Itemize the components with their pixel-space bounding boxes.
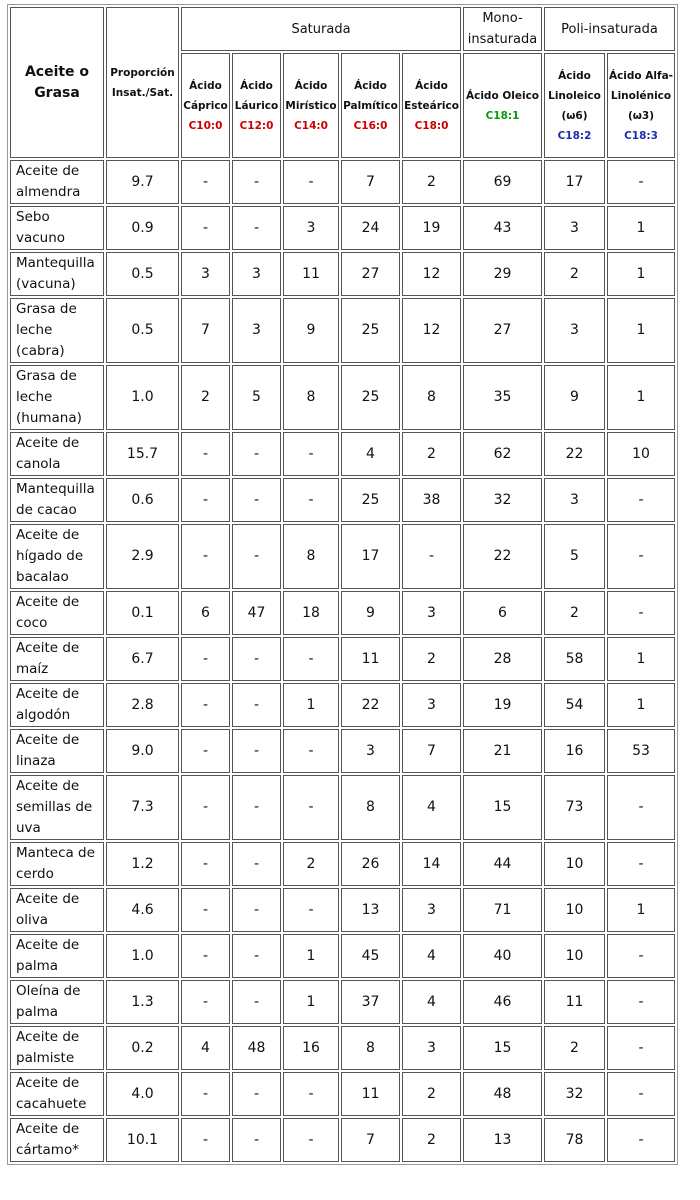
oil-name-cell: Aceite de oliva bbox=[10, 888, 104, 932]
acid-value-cell: 22 bbox=[341, 683, 400, 727]
acid-value-cell: 1 bbox=[283, 980, 339, 1024]
acid-value-cell: 5 bbox=[544, 524, 605, 589]
acid-value-cell: 3 bbox=[283, 206, 339, 250]
acid-value-cell: - bbox=[232, 160, 281, 204]
acid-value-cell: - bbox=[181, 206, 230, 250]
acid-value-cell: - bbox=[283, 432, 339, 476]
header-row-groups bbox=[10, 7, 675, 51]
oil-name-cell: Aceite de almendra bbox=[10, 160, 104, 204]
acid-value-cell: 17 bbox=[341, 524, 400, 589]
ratio-cell: 1.3 bbox=[106, 980, 179, 1024]
acid-value-cell: 12 bbox=[402, 252, 461, 296]
oil-name-cell: Manteca de cerdo bbox=[10, 842, 104, 886]
ratio-cell: 1.2 bbox=[106, 842, 179, 886]
table-row bbox=[10, 365, 675, 430]
ratio-cell: 1.0 bbox=[106, 365, 179, 430]
acid-value-cell: - bbox=[232, 842, 281, 886]
acid-value-cell: - bbox=[607, 934, 675, 978]
acid-value-cell: 78 bbox=[544, 1118, 605, 1162]
acid-value-cell: - bbox=[181, 1118, 230, 1162]
oil-name-cell: Aceite de canola bbox=[10, 432, 104, 476]
oil-name-cell: Grasa de leche (cabra) bbox=[10, 298, 104, 363]
acid-value-cell: - bbox=[607, 980, 675, 1024]
ratio-cell: 2.9 bbox=[106, 524, 179, 589]
acid-header-stearic bbox=[402, 53, 461, 158]
acid-code: C18:2 bbox=[557, 129, 592, 142]
acid-value-cell: 71 bbox=[463, 888, 542, 932]
acid-header-myristic bbox=[283, 53, 339, 158]
acid-value-cell: - bbox=[607, 1072, 675, 1116]
oil-column-header: Aceite o Grasa bbox=[10, 7, 104, 158]
acid-value-cell: 73 bbox=[544, 775, 605, 840]
oil-name-cell: Aceite de cacahuete bbox=[10, 1072, 104, 1116]
acid-value-cell: 19 bbox=[402, 206, 461, 250]
acid-value-cell: 16 bbox=[283, 1026, 339, 1070]
acid-value-cell: 28 bbox=[463, 637, 542, 681]
ratio-cell: 9.7 bbox=[106, 160, 179, 204]
acid-value-cell: 29 bbox=[463, 252, 542, 296]
acid-value-cell: 7 bbox=[402, 729, 461, 773]
ratio-cell: 0.2 bbox=[106, 1026, 179, 1070]
acid-value-cell: - bbox=[283, 478, 339, 522]
acid-value-cell: - bbox=[232, 206, 281, 250]
acid-value-cell: - bbox=[283, 1072, 339, 1116]
acid-value-cell: 22 bbox=[544, 432, 605, 476]
table-row bbox=[10, 980, 675, 1024]
acid-value-cell: 13 bbox=[463, 1118, 542, 1162]
acid-value-cell: - bbox=[181, 478, 230, 522]
oil-name-cell: Aceite de maíz bbox=[10, 637, 104, 681]
acid-value-cell: 11 bbox=[341, 637, 400, 681]
acid-value-cell: 3 bbox=[544, 478, 605, 522]
acid-value-cell: 1 bbox=[283, 683, 339, 727]
acid-value-cell: 4 bbox=[341, 432, 400, 476]
ratio-cell: 1.0 bbox=[106, 934, 179, 978]
acid-label: Ácido Palmítico bbox=[343, 79, 398, 112]
acid-label: Ácido Esteárico bbox=[404, 79, 459, 112]
acid-value-cell: - bbox=[402, 524, 461, 589]
acid-value-cell: 3 bbox=[402, 1026, 461, 1070]
acid-value-cell: 8 bbox=[283, 524, 339, 589]
oil-name-cell: Aceite de palmiste bbox=[10, 1026, 104, 1070]
acid-label: Ácido Linoleico (ω6) bbox=[548, 69, 601, 122]
ratio-cell: 0.9 bbox=[106, 206, 179, 250]
oil-name-cell: Aceite de hígado de bacalao bbox=[10, 524, 104, 589]
acid-value-cell: - bbox=[181, 432, 230, 476]
oil-name-cell: Aceite de algodón bbox=[10, 683, 104, 727]
acid-value-cell: 27 bbox=[341, 252, 400, 296]
acid-value-cell: 8 bbox=[341, 1026, 400, 1070]
acid-value-cell: 11 bbox=[544, 980, 605, 1024]
acid-value-cell: 16 bbox=[544, 729, 605, 773]
oil-name-cell: Grasa de leche (humana) bbox=[10, 365, 104, 430]
acid-value-cell: 2 bbox=[402, 1072, 461, 1116]
acid-value-cell: 32 bbox=[544, 1072, 605, 1116]
acid-value-cell: 2 bbox=[402, 432, 461, 476]
mono-group-header: Mono-insaturada bbox=[463, 7, 542, 51]
acid-value-cell: - bbox=[181, 980, 230, 1024]
table-row bbox=[10, 934, 675, 978]
acid-value-cell: 3 bbox=[232, 298, 281, 363]
acid-value-cell: 25 bbox=[341, 365, 400, 430]
acid-value-cell: 8 bbox=[402, 365, 461, 430]
oil-name-cell: Mantequilla de cacao bbox=[10, 478, 104, 522]
acid-value-cell: - bbox=[283, 775, 339, 840]
acid-label: Ácido Láurico bbox=[234, 79, 279, 112]
acid-code: C14:0 bbox=[294, 119, 328, 132]
acid-value-cell: 2 bbox=[544, 591, 605, 635]
acid-value-cell: - bbox=[181, 934, 230, 978]
oil-name-cell: Aceite de semillas de uva bbox=[10, 775, 104, 840]
acid-header-linoleic bbox=[544, 53, 605, 158]
acid-value-cell: 2 bbox=[402, 1118, 461, 1162]
acid-value-cell: - bbox=[607, 1118, 675, 1162]
acid-value-cell: 2 bbox=[283, 842, 339, 886]
acid-value-cell: - bbox=[283, 729, 339, 773]
acid-value-cell: 62 bbox=[463, 432, 542, 476]
acid-code: C18:3 bbox=[624, 129, 658, 142]
table-body bbox=[10, 160, 675, 1162]
oil-name-cell: Aceite de cártamo* bbox=[10, 1118, 104, 1162]
acid-value-cell: 14 bbox=[402, 842, 461, 886]
acid-value-cell: 10 bbox=[544, 842, 605, 886]
acid-value-cell: - bbox=[607, 478, 675, 522]
acid-value-cell: - bbox=[607, 591, 675, 635]
acid-value-cell: 1 bbox=[607, 298, 675, 363]
table-row bbox=[10, 1072, 675, 1116]
acid-code: C18:0 bbox=[414, 119, 449, 132]
acid-header-palmitic bbox=[341, 53, 400, 158]
acid-value-cell: - bbox=[181, 637, 230, 681]
acid-value-cell: 35 bbox=[463, 365, 542, 430]
acid-value-cell: - bbox=[232, 934, 281, 978]
acid-header-alpha-linolenic bbox=[607, 53, 675, 158]
acid-value-cell: 3 bbox=[402, 683, 461, 727]
acid-value-cell: 47 bbox=[232, 591, 281, 635]
acid-label: Ácido Oleico bbox=[465, 89, 540, 102]
acid-value-cell: 1 bbox=[607, 683, 675, 727]
acid-label: Ácido Alfa-Linolénico (ω3) bbox=[608, 69, 674, 122]
acid-value-cell: - bbox=[181, 683, 230, 727]
acid-header-lauric bbox=[232, 53, 281, 158]
acid-value-cell: - bbox=[232, 432, 281, 476]
acid-value-cell: 3 bbox=[181, 252, 230, 296]
ratio-cell: 4.0 bbox=[106, 1072, 179, 1116]
ratio-cell: 2.8 bbox=[106, 683, 179, 727]
fatty-acid-table-container bbox=[7, 4, 678, 1165]
fatty-acid-table bbox=[7, 4, 678, 1165]
acid-value-cell: 6 bbox=[181, 591, 230, 635]
table-row bbox=[10, 683, 675, 727]
acid-value-cell: 25 bbox=[341, 298, 400, 363]
oil-name-cell: Sebo vacuno bbox=[10, 206, 104, 250]
acid-code: C10:0 bbox=[188, 119, 223, 132]
acid-value-cell: - bbox=[181, 775, 230, 840]
acid-value-cell: 58 bbox=[544, 637, 605, 681]
acid-value-cell: 9 bbox=[283, 298, 339, 363]
acid-value-cell: - bbox=[232, 524, 281, 589]
acid-value-cell: - bbox=[232, 1072, 281, 1116]
acid-value-cell: 21 bbox=[463, 729, 542, 773]
acid-value-cell: 11 bbox=[341, 1072, 400, 1116]
acid-value-cell: - bbox=[232, 478, 281, 522]
table-row bbox=[10, 298, 675, 363]
acid-value-cell: 40 bbox=[463, 934, 542, 978]
acid-value-cell: 1 bbox=[607, 365, 675, 430]
acid-value-cell: 9 bbox=[544, 365, 605, 430]
table-row bbox=[10, 1026, 675, 1070]
acid-value-cell: - bbox=[232, 980, 281, 1024]
acid-value-cell: 2 bbox=[181, 365, 230, 430]
acid-value-cell: 1 bbox=[283, 934, 339, 978]
acid-code: C12:0 bbox=[239, 119, 274, 132]
acid-value-cell: - bbox=[607, 160, 675, 204]
table-row bbox=[10, 252, 675, 296]
acid-value-cell: 48 bbox=[463, 1072, 542, 1116]
acid-value-cell: - bbox=[232, 1118, 281, 1162]
acid-label: Ácido Cáprico bbox=[183, 79, 228, 112]
acid-value-cell: 7 bbox=[181, 298, 230, 363]
acid-value-cell: - bbox=[181, 729, 230, 773]
acid-value-cell: 19 bbox=[463, 683, 542, 727]
acid-value-cell: 2 bbox=[402, 637, 461, 681]
acid-value-cell: 4 bbox=[402, 934, 461, 978]
acid-value-cell: 1 bbox=[607, 206, 675, 250]
acid-value-cell: 1 bbox=[607, 252, 675, 296]
acid-value-cell: 43 bbox=[463, 206, 542, 250]
ratio-cell: 6.7 bbox=[106, 637, 179, 681]
acid-header-capric bbox=[181, 53, 230, 158]
table-header bbox=[10, 7, 675, 158]
table-row bbox=[10, 478, 675, 522]
acid-value-cell: - bbox=[232, 888, 281, 932]
acid-value-cell: 44 bbox=[463, 842, 542, 886]
acid-value-cell: 17 bbox=[544, 160, 605, 204]
acid-value-cell: 1 bbox=[607, 637, 675, 681]
acid-value-cell: - bbox=[607, 524, 675, 589]
acid-value-cell: 9 bbox=[341, 591, 400, 635]
ratio-cell: 7.3 bbox=[106, 775, 179, 840]
acid-value-cell: 13 bbox=[341, 888, 400, 932]
acid-value-cell: 4 bbox=[402, 980, 461, 1024]
table-row bbox=[10, 842, 675, 886]
acid-value-cell: 4 bbox=[402, 775, 461, 840]
acid-value-cell: 69 bbox=[463, 160, 542, 204]
acid-value-cell: 26 bbox=[341, 842, 400, 886]
acid-value-cell: - bbox=[232, 637, 281, 681]
acid-label: Ácido Mirístico bbox=[285, 79, 337, 112]
table-row bbox=[10, 591, 675, 635]
oil-name-cell: Aceite de linaza bbox=[10, 729, 104, 773]
ratio-cell: 0.5 bbox=[106, 298, 179, 363]
acid-value-cell: 3 bbox=[232, 252, 281, 296]
acid-value-cell: 3 bbox=[402, 591, 461, 635]
table-row bbox=[10, 637, 675, 681]
acid-value-cell: 8 bbox=[341, 775, 400, 840]
acid-value-cell: 4 bbox=[181, 1026, 230, 1070]
acid-value-cell: 25 bbox=[341, 478, 400, 522]
ratio-column-header: Proporción Insat./Sat. bbox=[106, 7, 179, 158]
acid-value-cell: 8 bbox=[283, 365, 339, 430]
acid-value-cell: 45 bbox=[341, 934, 400, 978]
acid-value-cell: 5 bbox=[232, 365, 281, 430]
acid-value-cell: 15 bbox=[463, 775, 542, 840]
acid-value-cell: 38 bbox=[402, 478, 461, 522]
acid-value-cell: - bbox=[283, 888, 339, 932]
table-row bbox=[10, 524, 675, 589]
acid-value-cell: 7 bbox=[341, 160, 400, 204]
acid-value-cell: - bbox=[283, 160, 339, 204]
ratio-cell: 0.1 bbox=[106, 591, 179, 635]
acid-value-cell: 27 bbox=[463, 298, 542, 363]
acid-value-cell: - bbox=[283, 637, 339, 681]
acid-code: C16:0 bbox=[353, 119, 388, 132]
table-row bbox=[10, 775, 675, 840]
oil-name-cell: Oleína de palma bbox=[10, 980, 104, 1024]
acid-value-cell: 22 bbox=[463, 524, 542, 589]
acid-value-cell: - bbox=[232, 683, 281, 727]
table-row bbox=[10, 206, 675, 250]
acid-value-cell: 2 bbox=[544, 1026, 605, 1070]
acid-value-cell: 3 bbox=[544, 298, 605, 363]
acid-value-cell: - bbox=[232, 775, 281, 840]
acid-code: C18:1 bbox=[485, 109, 520, 122]
acid-value-cell: 2 bbox=[544, 252, 605, 296]
saturated-group-header: Saturada bbox=[181, 7, 461, 51]
acid-value-cell: 48 bbox=[232, 1026, 281, 1070]
acid-value-cell: - bbox=[181, 842, 230, 886]
acid-value-cell: 12 bbox=[402, 298, 461, 363]
acid-value-cell: 3 bbox=[341, 729, 400, 773]
acid-value-cell: 24 bbox=[341, 206, 400, 250]
ratio-cell: 9.0 bbox=[106, 729, 179, 773]
table-row bbox=[10, 432, 675, 476]
acid-value-cell: - bbox=[181, 1072, 230, 1116]
table-row bbox=[10, 729, 675, 773]
poly-group-header: Poli-insaturada bbox=[544, 7, 675, 51]
acid-value-cell: 10 bbox=[607, 432, 675, 476]
ratio-cell: 10.1 bbox=[106, 1118, 179, 1162]
acid-value-cell: 10 bbox=[544, 934, 605, 978]
acid-value-cell: - bbox=[607, 1026, 675, 1070]
ratio-cell: 0.5 bbox=[106, 252, 179, 296]
oil-name-cell: Aceite de palma bbox=[10, 934, 104, 978]
acid-value-cell: 18 bbox=[283, 591, 339, 635]
table-row bbox=[10, 160, 675, 204]
acid-value-cell: 2 bbox=[402, 160, 461, 204]
acid-value-cell: - bbox=[283, 1118, 339, 1162]
acid-value-cell: - bbox=[181, 524, 230, 589]
acid-value-cell: 11 bbox=[283, 252, 339, 296]
acid-value-cell: 3 bbox=[544, 206, 605, 250]
oil-name-cell: Mantequilla (vacuna) bbox=[10, 252, 104, 296]
acid-value-cell: 1 bbox=[607, 888, 675, 932]
table-row bbox=[10, 888, 675, 932]
acid-value-cell: 53 bbox=[607, 729, 675, 773]
acid-value-cell: 7 bbox=[341, 1118, 400, 1162]
acid-value-cell: 10 bbox=[544, 888, 605, 932]
ratio-cell: 15.7 bbox=[106, 432, 179, 476]
acid-value-cell: 3 bbox=[402, 888, 461, 932]
acid-value-cell: 6 bbox=[463, 591, 542, 635]
acid-value-cell: 15 bbox=[463, 1026, 542, 1070]
acid-value-cell: - bbox=[181, 888, 230, 932]
acid-header-oleic bbox=[463, 53, 542, 158]
acid-value-cell: - bbox=[607, 842, 675, 886]
acid-value-cell: 54 bbox=[544, 683, 605, 727]
oil-name-cell: Aceite de coco bbox=[10, 591, 104, 635]
acid-value-cell: - bbox=[181, 160, 230, 204]
acid-value-cell: - bbox=[232, 729, 281, 773]
acid-value-cell: 32 bbox=[463, 478, 542, 522]
acid-value-cell: - bbox=[607, 775, 675, 840]
ratio-cell: 4.6 bbox=[106, 888, 179, 932]
acid-value-cell: 46 bbox=[463, 980, 542, 1024]
table-row bbox=[10, 1118, 675, 1162]
ratio-cell: 0.6 bbox=[106, 478, 179, 522]
acid-value-cell: 37 bbox=[341, 980, 400, 1024]
